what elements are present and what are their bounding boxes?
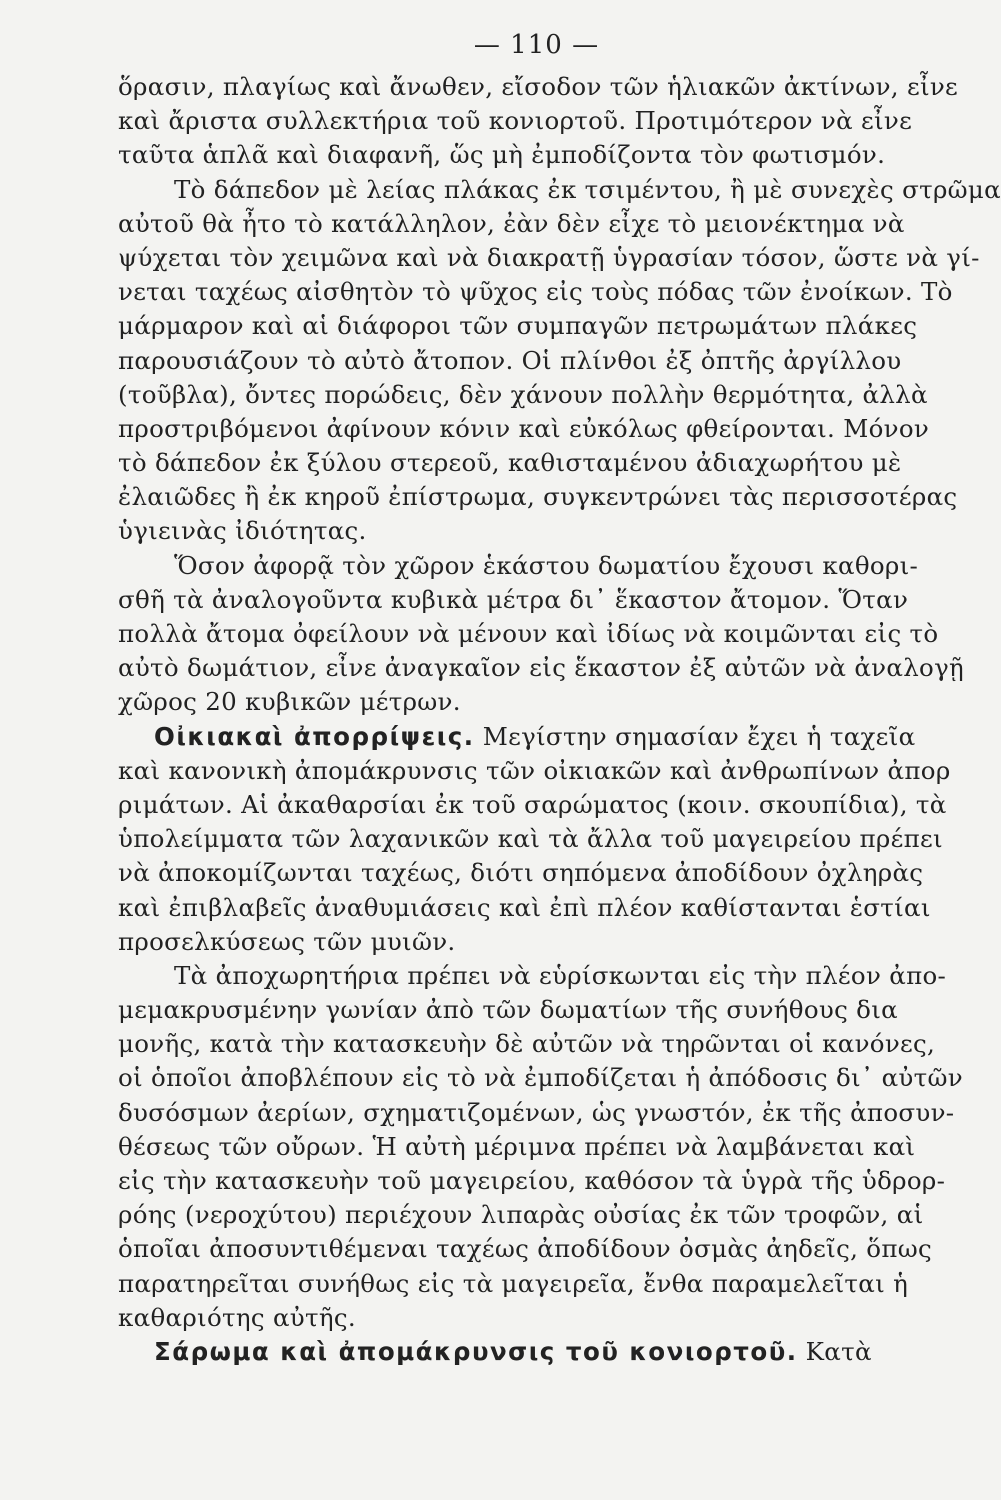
section-heading: Οἰκιακαὶ ἀπορρίψεις.: [154, 721, 475, 751]
text-line: [118, 1164, 946, 1198]
text-line: [118, 1027, 936, 1061]
line-text: ρόης (νεροχύτου) περιέχουν λιπαρὰς οὐσίας ἐκ τῶν τροφῶν, αἱ: [118, 1200, 924, 1230]
line-text: παρατηρεῖται συνήθως εἰς τὰ μαγειρεῖα, ἔνθα παραμελεῖται ἡ: [118, 1268, 909, 1298]
text-line: [118, 1096, 955, 1130]
text-line: [118, 993, 915, 1027]
line-text: προστριβόμενοι ἀφίνουν κόνιν καὶ εὐκόλως φθείρονται. Μόνον: [118, 413, 930, 443]
line-text: (τοῦβλα), ὄντες πορώδεις, δὲν χάνουν πολλὴν θερμότητα, ἀλλὰ: [118, 379, 928, 409]
line-text: ὑγιεινὰς ἰδιότητας.: [118, 516, 367, 546]
text-line: [118, 959, 947, 993]
text-line: [118, 1198, 924, 1232]
text-line: [118, 1061, 963, 1095]
text-line: [118, 1130, 915, 1164]
section-heading: Σάρωμα καὶ ἀπομάκρυνσις τοῦ κονιορτοῦ.: [154, 1336, 798, 1366]
line-text: παρουσιάζουν τὸ αὐτὸ ἄτοπον. Οἱ πλίνθοι ἐξ ὀπτῆς ἀργίλλου: [118, 345, 902, 375]
line-text: ριμάτων. Αἱ ἀκαθαρσίαι ἐκ τοῦ σαρώματος (κοιν. σκουπίδια), τὰ: [118, 789, 947, 819]
line-text: αὐτὸ δωμάτιον, εἶνε ἀναγκαῖον εἰς ἕκαστον ἐξ αὐτῶν νὰ ἀναλογῇ: [118, 653, 965, 683]
text-line: [118, 617, 939, 651]
line-text: Μεγίστην σημασίαν ἔχει ἡ ταχεῖα: [474, 721, 916, 751]
line-text: νὰ ἀποκομίζωνται ταχέως, διότι σηπόμενα ἀποδίδουν ὀχληρὰς: [118, 858, 924, 888]
text-line: [118, 788, 947, 822]
line-text: ὑπολείμματα τῶν λαχανικῶν καὶ τὰ ἄλλα τοῦ μαγειρείου πρέπει: [118, 824, 943, 854]
text-line: [118, 173, 1001, 207]
line-text: ταῦτα ἁπλᾶ καὶ διαφανῆ, ὥς μὴ ἐμποδίζοντα τὸν φωτισμόν.: [118, 140, 886, 170]
line-text: Κατὰ: [797, 1336, 872, 1366]
line-text: καθαριότης αὐτῆς.: [118, 1302, 356, 1332]
page-number: — 110 —: [473, 30, 600, 60]
text-line: [118, 309, 918, 343]
text-line: [118, 138, 915, 172]
text-line: [118, 549, 919, 583]
text-line: [118, 1335, 915, 1369]
line-text: Τὰ ἀποχωρητήρια πρέπει νὰ εὑρίσκωνται εἰς τὴν πλέον ἀπο-: [174, 960, 947, 990]
text-line: [118, 822, 943, 856]
line-text: οἱ ὁποῖοι ἀποβλέπουν εἰς τὸ νὰ ἐμποδίζεται ἡ ἀπόδοσις δι᾽ αὐτῶν: [118, 1063, 963, 1093]
line-text: μάρμαρον καὶ αἱ διάφοροι τῶν συμπαγῶν πετρωμάτων πλάκες: [118, 311, 918, 341]
line-text: καὶ ἄριστα συλλεκτήρια τοῦ κονιορτοῦ. Προτιμότερον νὰ εἶνε: [118, 106, 913, 136]
line-text: προσελκύσεως τῶν μυιῶν.: [118, 926, 456, 956]
line-text: δυσόσμων ἀερίων, σχηματιζομένων, ὡς γνωστόν, ἐκ τῆς ἀποσυν-: [118, 1097, 955, 1127]
line-text: μονῆς, κατὰ τὴν κατασκευὴν δὲ αὐτῶν νὰ τηρῶνται οἱ κανόνες,: [118, 1029, 936, 1059]
text-line: [118, 514, 915, 548]
line-text: καὶ ἐπιβλαβεῖς ἀναθυμιάσεις καὶ ἐπὶ πλέον καθίστανται ἑστίαι: [118, 892, 931, 922]
line-text: Ὅσον ἀφορᾷ τὸν χῶρον ἑκάστου δωματίου ἔχουσι καθορι-: [174, 550, 919, 580]
line-text: Τὸ δάπεδον μὲ λείας πλάκας ἐκ τσιμέντου, ἢ μὲ συνεχὲς στρῶμα: [174, 174, 1001, 204]
line-text: καὶ κανονικὴ ἀπομάκρυνσις τῶν οἰκιακῶν καὶ ἀνθρωπίνων ἀπορ: [118, 755, 951, 785]
text-line: [118, 685, 915, 719]
line-text: ψύχεται τὸν χειμῶνα καὶ νὰ διακρατῇ ὑγρασίαν τόσον, ὥστε νὰ γί-: [118, 242, 980, 272]
text-line: [118, 1301, 915, 1335]
text-line: [118, 446, 915, 480]
text-line: [118, 104, 915, 138]
text-line: [118, 412, 930, 446]
text-line: [118, 651, 965, 685]
line-text: ὅρασιν, πλαγίως καὶ ἄνωθεν, εἴσοδον τῶν ἡλιακῶν ἀκτίνων, εἶνε: [118, 72, 959, 101]
text-line: [118, 70, 959, 104]
text-line: [118, 891, 931, 925]
text-line: [118, 1267, 915, 1301]
text-line: [118, 754, 951, 788]
line-text: μεμακρυσμένην γωνίαν ἀπὸ τῶν δωματίων τῆς συνήθους δια: [118, 995, 898, 1025]
text-line: [118, 480, 958, 514]
text-line: [118, 275, 953, 309]
line-text: πολλὰ ἄτομα ὀφείλουν νὰ μένουν καὶ ἰδίως νὰ κοιμῶνται εἰς τὸ: [118, 619, 939, 648]
text-line: [118, 1232, 933, 1266]
line-text: ἐλαιῶδες ἢ ἐκ κηροῦ ἐπίστρωμα, συγκεντρώνει τὰς περισσοτέρας: [118, 482, 958, 512]
text-line: [118, 344, 915, 378]
text-line: [118, 241, 980, 275]
text-line: [118, 583, 915, 617]
line-text: τὸ δάπεδον ἐκ ξύλου στερεοῦ, καθισταμένου ἀδιαχωρήτου μὲ: [118, 448, 902, 478]
text-line: [118, 378, 928, 412]
text-line: [118, 925, 915, 959]
line-text: θέσεως τῶν οὔρων. Ἡ αὐτὴ μέριμνα πρέπει νὰ λαμβάνεται καὶ: [118, 1131, 916, 1161]
text-line: [118, 207, 915, 241]
text-line: [118, 720, 915, 754]
text-line: [118, 856, 924, 890]
line-text: εἰς τὴν κατασκευὴν τοῦ μαγειρείου, καθόσον τὰ ὑγρὰ τῆς ὑδρορ-: [118, 1166, 946, 1195]
line-text: σθῆ τὰ ἀναλογοῦντα κυβικὰ μέτρα δι᾽ ἕκαστον ἄτομον. Ὅταν: [118, 584, 909, 614]
body-text: [118, 70, 1001, 1369]
line-text: χῶρος 20 κυβικῶν μέτρων.: [118, 687, 461, 717]
line-text: ὁποῖαι ἀποσυντιθέμεναι ταχέως ἀποδίδουν ὀσμὰς ἀηδεῖς, ὅπως: [118, 1234, 933, 1264]
line-text: αὐτοῦ θὰ ἦτο τὸ κατάλληλον, ἐὰν δὲν εἶχε τὸ μειονέκτημα νὰ: [118, 208, 905, 238]
line-text: νεται ταχέως αἰσθητὸν τὸ ψῦχος εἰς τοὺς πόδας τῶν ἐνοίκων. Τὸ: [118, 277, 953, 307]
